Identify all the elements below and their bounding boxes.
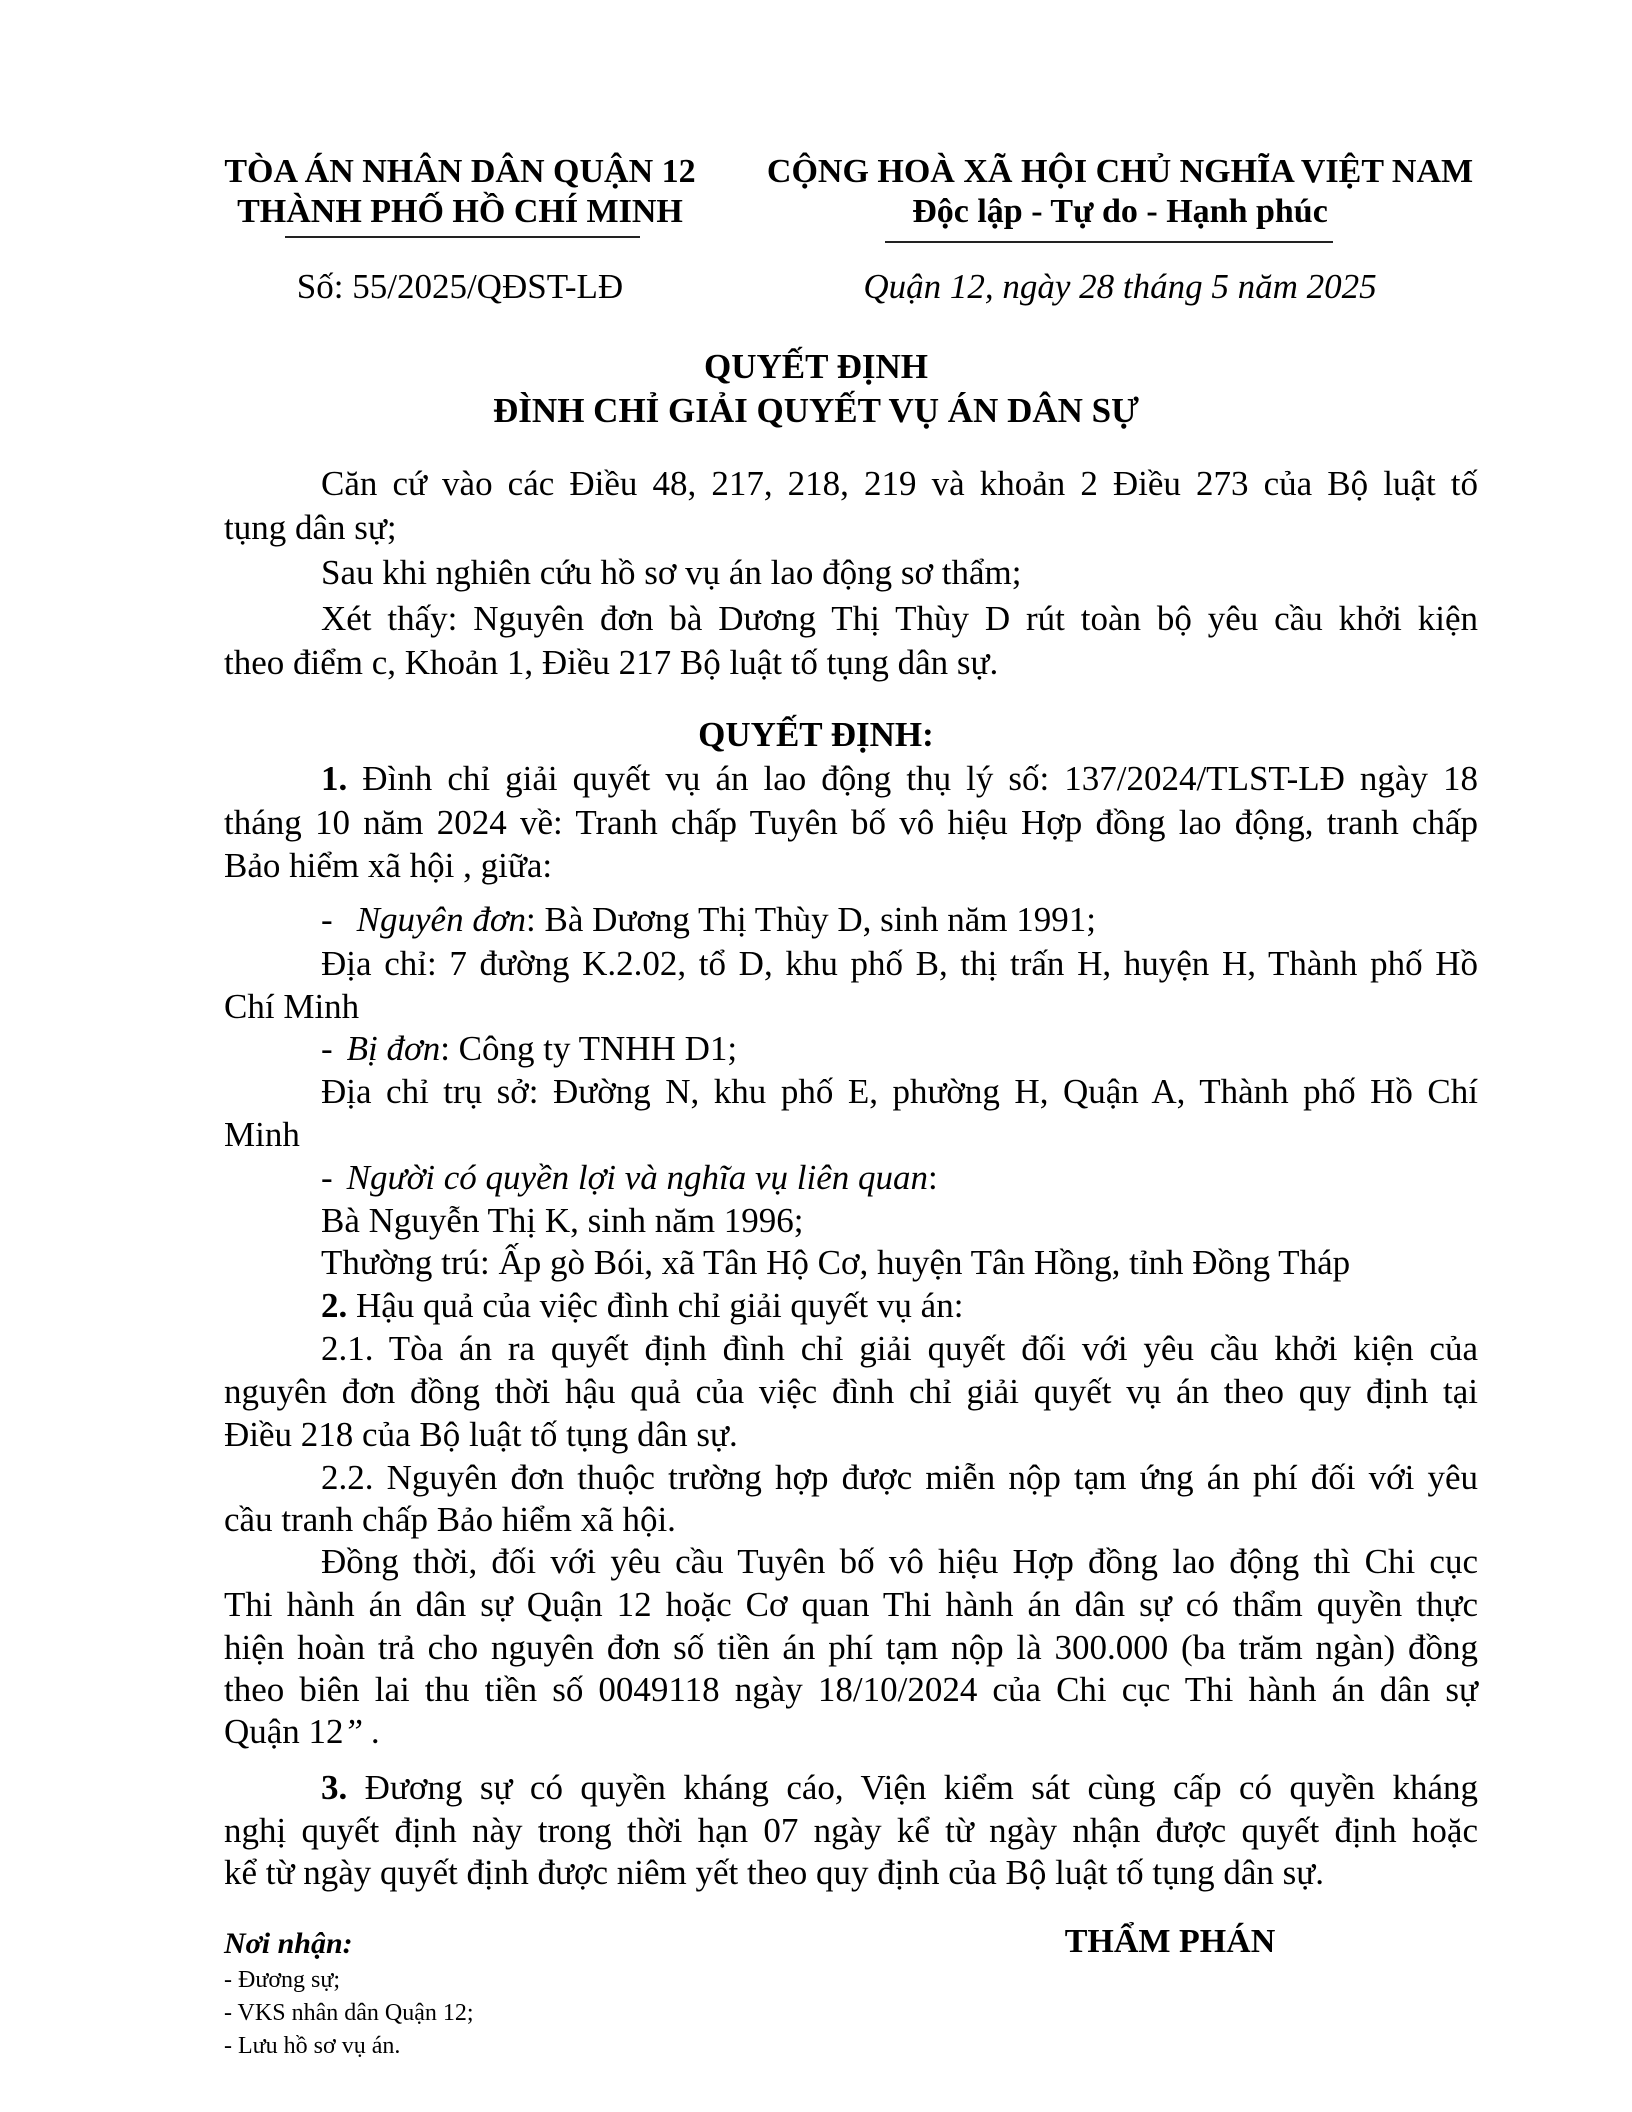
defendant-value: : Công ty TNHH D1;: [440, 1029, 738, 1068]
plaintiff-value: : Bà Dương Thị Thùy D, sinh năm 1991;: [526, 900, 1096, 939]
section-3-line1: [224, 1766, 1478, 1810]
document-title: QUYẾT ĐỊNH: [704, 347, 928, 386]
document-subtitle: ĐÌNH CHỈ GIẢI QUYẾT VỤ ÁN DÂN SỰ: [493, 391, 1139, 430]
section-3-line3: kể từ ngày quyết định được niêm yết theo quy định của Bộ luật tố tụng dân sự.: [224, 1853, 1324, 1892]
defendant-line: [321, 1027, 737, 1071]
plaintiff-line: [321, 898, 1096, 942]
nation-motto-line1: CỘNG HOÀ XÃ HỘI CHỦ NGHĨA VIỆT NAM: [766, 153, 1474, 190]
section-2-1-line1: 2.1. Tòa án ra quyết định đình chỉ giải quyết đối với yêu cầu khởi kiện của: [321, 1329, 1478, 1368]
section-2-3-line1: Đồng thời, đối với yêu cầu Tuyên bố vô hiệu Hợp đồng lao động thì Chi cục: [321, 1542, 1478, 1581]
recipient-item: - Đương sự;: [224, 1967, 341, 1993]
section-3-text: Đương sự có quyền kháng cáo, Viện kiểm sát cùng cấp có quyền kháng: [347, 1768, 1478, 1807]
preamble-legal-basis-line2: tụng dân sự;: [224, 508, 397, 547]
preamble-review: Sau khi nghiên cứu hồ sơ vụ án lao động sơ thẩm;: [321, 553, 1022, 592]
preamble-finding-line2: theo điểm c, Khoản 1, Điều 217 Bộ luật tố tụng dân sự.: [224, 643, 999, 682]
section-1-line1: [224, 757, 1478, 801]
section-2-3-line5-tail: ” .: [343, 1712, 381, 1751]
section-1-text: Đình chỉ giải quyết vụ án lao động thụ lý số: 137/2024/TLST-LĐ ngày 18: [347, 759, 1478, 798]
related-party-line: [321, 1156, 938, 1200]
motto-underline: [885, 241, 1333, 243]
defendant-address-line1: Địa chỉ trụ sở: Đường N, khu phố E, phường H, Quận A, Thành phố Hồ Chí: [321, 1072, 1478, 1111]
section-2-3-line5-text: Quận 12: [224, 1712, 344, 1751]
section-1-number: 1.: [321, 759, 348, 798]
recipients-title: Nơi nhận:: [224, 1927, 353, 1960]
section-2-2-line1: 2.2. Nguyên đơn thuộc trường hợp được miễn nộp tạm ứng án phí đối với yêu: [321, 1458, 1478, 1497]
related-party-person: Bà Nguyễn Thị K, sinh năm 1996;: [321, 1201, 804, 1240]
section-3-number: 3.: [321, 1768, 348, 1807]
related-party-colon: :: [928, 1158, 938, 1197]
section-2-3-line5: [224, 1710, 1478, 1754]
court-name-line1: TÒA ÁN NHÂN DÂN QUẬN 12: [224, 153, 696, 190]
signer-title: THẨM PHÁN: [1064, 1923, 1276, 1960]
document-number: Số: 55/2025/QĐST-LĐ: [296, 267, 624, 306]
preamble-finding-line1: Xét thấy: Nguyên đơn bà Dương Thị Thùy D rút toàn bộ yêu cầu khởi kiện: [321, 599, 1478, 638]
defendant-dash: -: [321, 1029, 333, 1068]
section-1-line2: tháng 10 năm 2024 về: Tranh chấp Tuyên bố vô hiệu Hợp đồng lao động, tranh chấp: [224, 803, 1478, 842]
section-2-3-line2: Thi hành án dân sự Quận 12 hoặc Cơ quan Thi hành án dân sự có thẩm quyền thực: [224, 1585, 1478, 1624]
decision-heading: QUYẾT ĐỊNH:: [698, 715, 934, 754]
section-2-2-line2: cầu tranh chấp Bảo hiểm xã hội.: [224, 1500, 676, 1539]
plaintiff-label: Nguyên đơn: [356, 900, 526, 939]
section-3-line2: nghị quyết định này trong thời hạn 07 ngày kể từ ngày nhận được quyết định hoặc: [224, 1811, 1478, 1850]
defendant-address-line2: Minh: [224, 1115, 300, 1154]
related-party-label: Người có quyền lợi và nghĩa vụ liên quan: [346, 1158, 929, 1197]
related-party-address: Thường trú: Ấp gò Bói, xã Tân Hộ Cơ, huyện Tân Hồng, tỉnh Đồng Tháp: [321, 1243, 1351, 1282]
section-1-line3: Bảo hiểm xã hội , giữa:: [224, 846, 553, 885]
plaintiff-address-line1: Địa chỉ: 7 đường K.2.02, tổ D, khu phố B, thị trấn H, huyện H, Thành phố Hồ: [321, 944, 1478, 983]
section-2-3-line4: theo biên lai thu tiền số 0049118 ngày 18/10/2024 của Chi cục Thi hành án dân sự: [224, 1670, 1478, 1709]
defendant-label: Bị đơn: [346, 1029, 441, 1068]
nation-motto-line2: Độc lập - Tự do - Hạnh phúc: [912, 193, 1328, 230]
section-2-1-line3: Điều 218 của Bộ luật tố tụng dân sự.: [224, 1415, 738, 1454]
plaintiff-dash: -: [321, 900, 333, 939]
recipient-item: - VKS nhân dân Quận 12;: [224, 2000, 474, 2026]
section-2-3-line3: hiện hoàn trả cho nguyên đơn số tiền án phí tạm nộp là 300.000 (ba trăm ngàn) đồng: [224, 1628, 1478, 1667]
section-2-1-line2: nguyên đơn đồng thời hậu quả của việc đình chỉ giải quyết vụ án theo quy định tại: [224, 1372, 1478, 1411]
section-2-line: [321, 1284, 963, 1328]
recipient-item: - Lưu hồ sơ vụ án.: [224, 2033, 401, 2059]
section-2-text: Hậu quả của việc đình chỉ giải quyết vụ án:: [347, 1286, 964, 1325]
court-name-line2: THÀNH PHỐ HỒ CHÍ MINH: [237, 193, 683, 230]
court-underline: [285, 236, 640, 238]
section-2-number: 2.: [321, 1286, 348, 1325]
preamble-legal-basis-line1: Căn cứ vào các Điều 48, 217, 218, 219 và khoản 2 Điều 273 của Bộ luật tố: [321, 464, 1478, 503]
plaintiff-address-line2: Chí Minh: [224, 987, 360, 1026]
related-party-dash: -: [321, 1158, 333, 1197]
place-date: Quận 12, ngày 28 tháng 5 năm 2025: [863, 267, 1377, 306]
